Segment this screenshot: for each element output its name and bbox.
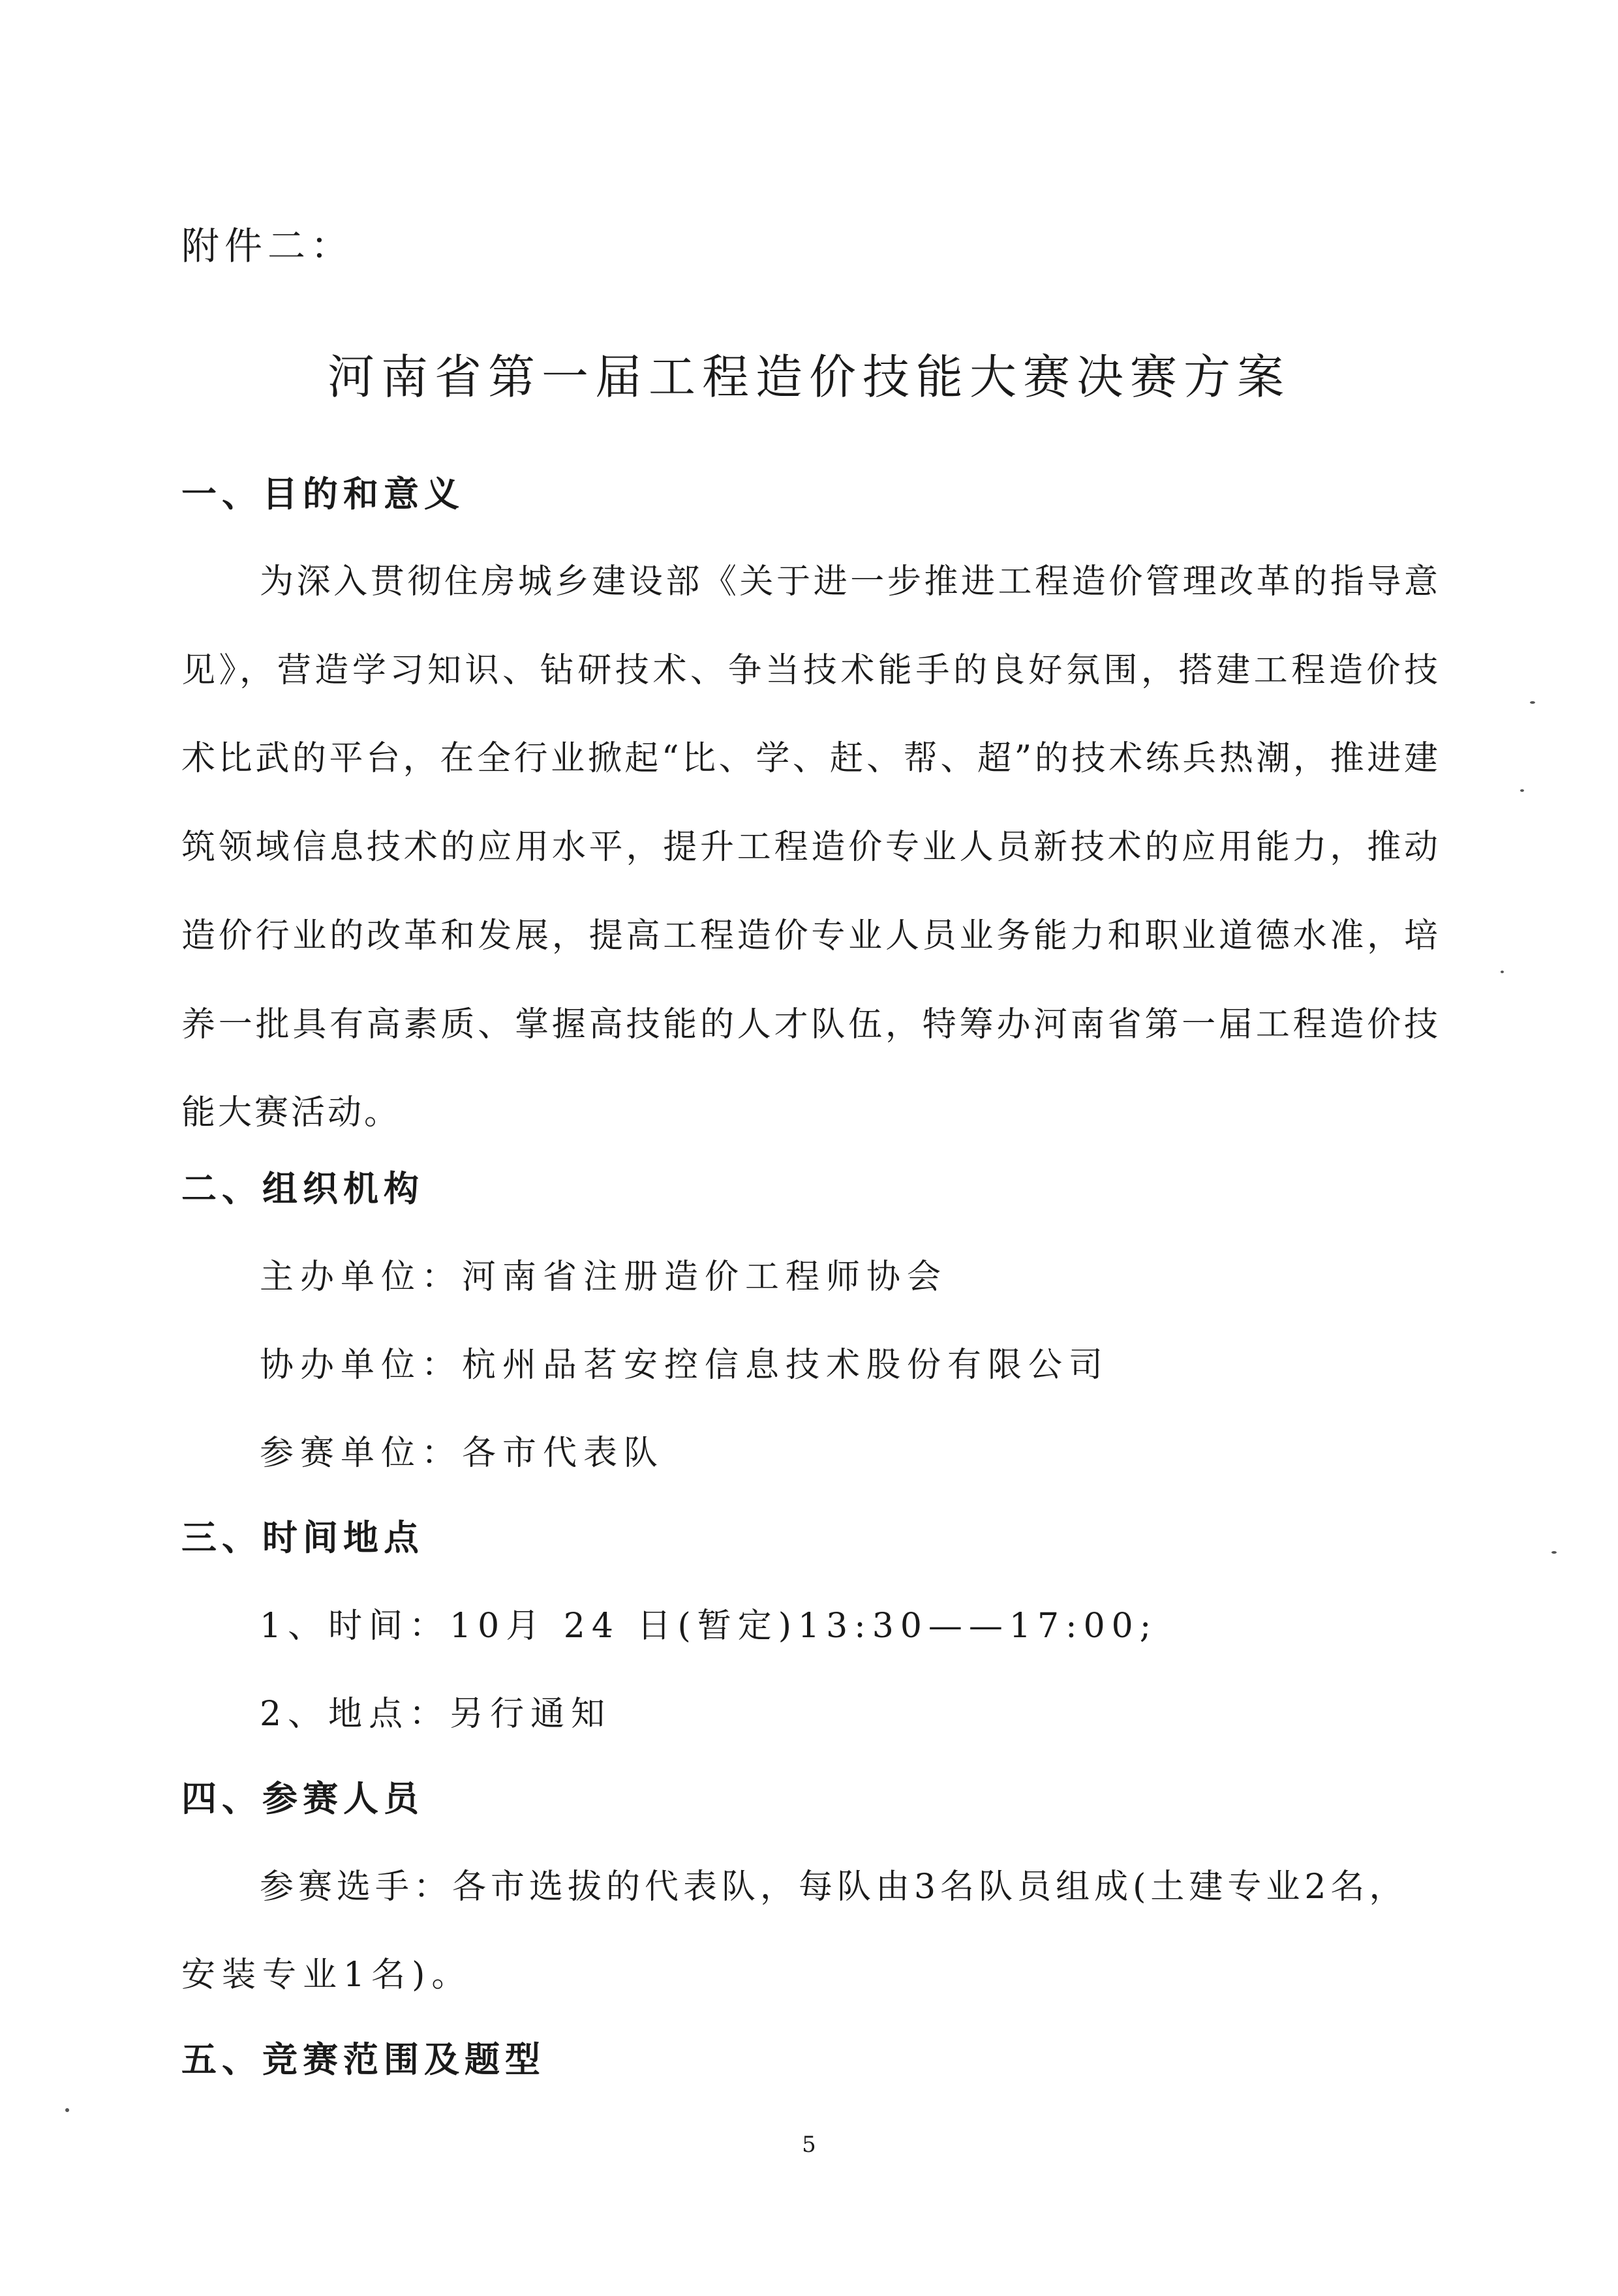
section-heading-organization: 二、组织机构 bbox=[181, 1168, 424, 1209]
page-number: 5 bbox=[802, 2132, 816, 2158]
section-heading-scope: 五、竞赛范围及题型 bbox=[181, 2038, 545, 2080]
scan-speck bbox=[1520, 789, 1524, 792]
contestants-line-1: 参赛选手：各市选拔的代表队，每队由3名队员组成(土建专业2名， bbox=[260, 1867, 1408, 1907]
contest-place: 2、地点：另行通知 bbox=[260, 1695, 612, 1734]
attachment-label: 附件二： bbox=[181, 224, 354, 268]
section-heading-purpose: 一、目的和意义 bbox=[181, 473, 465, 515]
section-heading-time-place: 三、时间地点 bbox=[181, 1517, 424, 1558]
host-unit: 主办单位：河南省注册造价工程师协会 bbox=[260, 1258, 948, 1297]
section-heading-contestants: 四、参赛人员 bbox=[181, 1777, 424, 1819]
purpose-paragraph: 为深入贯彻住房城乡建设部《关于进一步推进工程造价管理改革的指导意见》，营造学习知识、钻研技术、争当技术能手的良好氛围，搭建工程造价技术比武的平台，在全行业掀起“比、学、赶、帮、超”的技术练兵热潮，推进建筑领域信息技术的应用水平，提升工程造价专业人员新技术的应用能力，推动造价行业的改革和发展，提高工程造价专业人员业务能力和职业道德水准，培养一批具有高素质、掌握高技能的人才队伍，特筹办河南省第一届工程造价技能大赛活动。 bbox=[181, 562, 1441, 1133]
scan-speck bbox=[1501, 971, 1504, 973]
scan-speck bbox=[1530, 701, 1535, 704]
scan-speck bbox=[1551, 1551, 1557, 1554]
participating-units: 参赛单位：各市代表队 bbox=[260, 1434, 665, 1473]
contest-time: 1、时间：10月 24 日(暂定)13:30——17:00; bbox=[260, 1607, 1158, 1646]
contestants-line-2: 安装专业1名)。 bbox=[181, 1956, 472, 1995]
document-title: 河南省第一届工程造价技能大赛决赛方案 bbox=[327, 350, 1290, 404]
co-host-unit: 协办单位：杭州品茗安控信息技术股份有限公司 bbox=[260, 1346, 1110, 1385]
scan-speck bbox=[65, 2108, 69, 2112]
